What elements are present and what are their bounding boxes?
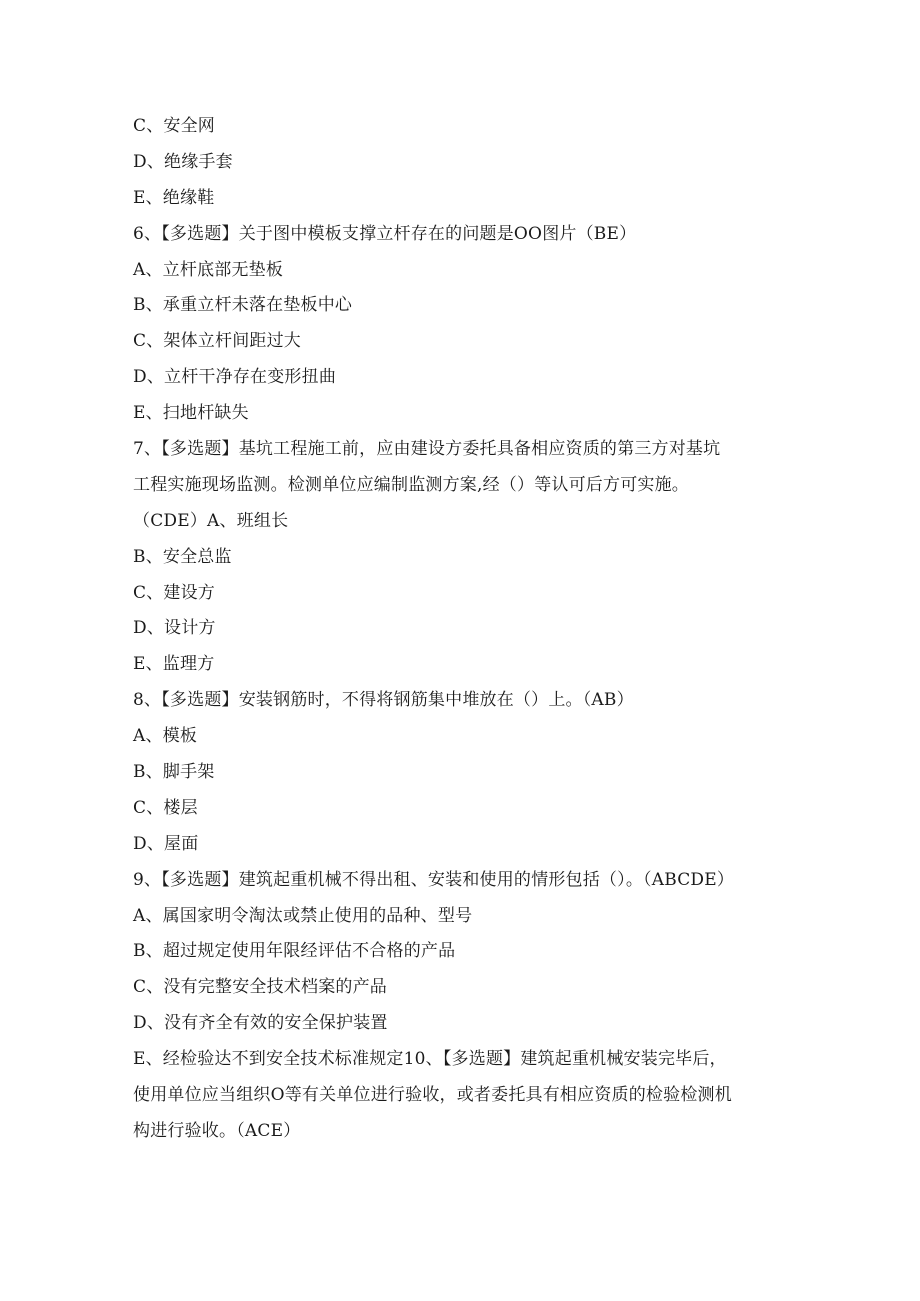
option-line: C、楼层 <box>133 797 198 818</box>
option-line: B、脚手架 <box>133 762 215 783</box>
option-line: A、属国家明令淘汰或禁止使用的品种、型号 <box>133 905 473 926</box>
option-line: D、屋面 <box>133 833 199 854</box>
option-line: B、承重立杆未落在垫板中心 <box>133 295 353 316</box>
option-line: D、绝缘手套 <box>133 151 233 172</box>
question-10: E、经检验达不到安全技术标准规定10、【多选题】建筑起重机械安装完毕后， <box>133 1049 727 1070</box>
question-10-continued: 构进行验收。（ACE） <box>133 1120 301 1141</box>
question-list <box>133 109 793 1150</box>
option-line: E、扫地杆缺失 <box>133 403 249 424</box>
option-line: A、模板 <box>133 726 198 747</box>
question-9: 9、【多选题】建筑起重机械不得出租、安装和使用的情形包括（）。（ABCDE） <box>133 869 735 890</box>
option-line: C、没有完整安全技术档案的产品 <box>133 977 388 998</box>
question-7-continued: 工程实施现场监测。检测单位应编制监测方案,经（）等认可后方可实施。 <box>133 474 690 495</box>
question-7-answer: （CDE）A、班组长 <box>133 510 289 531</box>
option-line: E、绝缘鞋 <box>133 187 215 208</box>
question-6: 6、【多选题】关于图中模板支撑立杆存在的问题是OO图片（BE） <box>133 223 637 244</box>
option-line: B、超过规定使用年限经评估不合格的产品 <box>133 941 456 962</box>
option-line: D、立杆干净存在变形扭曲 <box>133 367 337 388</box>
option-line: D、没有齐全有效的安全保护装置 <box>133 1013 388 1034</box>
question-10-continued: 使用单位应当组织O等有关单位进行验收，或者委托具有相应资质的检验检测机 <box>133 1085 732 1106</box>
option-line: E、监理方 <box>133 654 215 675</box>
option-line: C、安全网 <box>133 116 216 136</box>
option-line: C、架体立杆间距过大 <box>133 331 302 352</box>
question-7: 7、【多选题】基坑工程施工前，应由建设方委托具备相应资质的第三方对基坑 <box>133 439 721 460</box>
question-8: 8、【多选题】安装钢筋时，不得将钢筋集中堆放在（）上。（AB） <box>133 690 634 711</box>
option-line: D、设计方 <box>133 618 216 639</box>
option-line: A、立杆底部无垫板 <box>133 259 284 280</box>
option-line: C、建设方 <box>133 582 216 603</box>
option-line: B、安全总监 <box>133 546 232 567</box>
